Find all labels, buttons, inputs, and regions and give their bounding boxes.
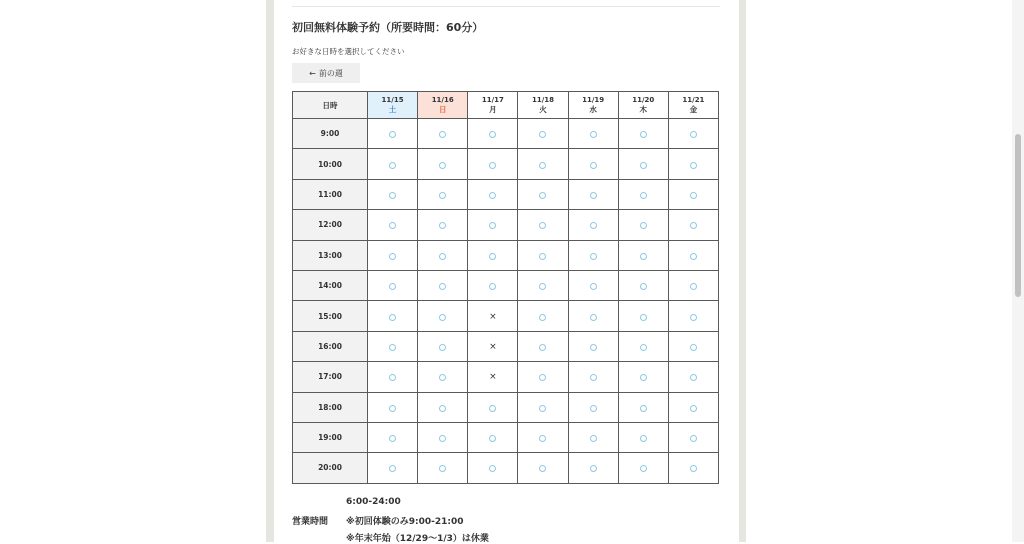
time-label: 9:00: [293, 119, 368, 149]
available-circle-icon[interactable]: [439, 374, 446, 381]
available-circle-icon[interactable]: [389, 253, 396, 260]
slot-available[interactable]: [668, 270, 718, 300]
slot-available[interactable]: [618, 392, 668, 422]
slot-available[interactable]: [668, 179, 718, 209]
available-circle-icon[interactable]: [539, 283, 546, 290]
slot-available[interactable]: [418, 240, 468, 270]
slot-available[interactable]: [468, 149, 518, 179]
slot-available[interactable]: [518, 119, 568, 149]
full-mark-icon: ×: [489, 341, 497, 352]
slot-available[interactable]: [368, 362, 418, 392]
available-circle-icon[interactable]: [640, 344, 647, 351]
slot-available[interactable]: [568, 392, 618, 422]
available-circle-icon[interactable]: [690, 374, 697, 381]
time-row: [293, 331, 719, 361]
available-circle-icon[interactable]: [489, 222, 496, 229]
slot-available[interactable]: [468, 392, 518, 422]
available-circle-icon[interactable]: [539, 374, 546, 381]
slot-available[interactable]: [618, 119, 668, 149]
available-circle-icon[interactable]: [439, 435, 446, 442]
booking-instruction: お好きな日時を選択してください: [292, 47, 405, 56]
available-circle-icon[interactable]: [539, 405, 546, 412]
available-circle-icon[interactable]: [640, 405, 647, 412]
available-circle-icon[interactable]: [539, 435, 546, 442]
available-circle-icon[interactable]: [640, 314, 647, 321]
slot-available[interactable]: [668, 453, 718, 483]
slot-available[interactable]: [418, 149, 468, 179]
day-weekday: 金: [689, 105, 698, 114]
available-circle-icon[interactable]: [640, 253, 647, 260]
slot-available[interactable]: [418, 392, 468, 422]
slot-available[interactable]: [368, 270, 418, 300]
slot-available[interactable]: [568, 362, 618, 392]
available-circle-icon[interactable]: [590, 162, 597, 169]
day-date: 11/17: [481, 96, 504, 104]
time-label: 19:00: [293, 422, 368, 452]
available-circle-icon[interactable]: [539, 314, 546, 321]
slot-available[interactable]: [418, 210, 468, 240]
slot-available[interactable]: [518, 179, 568, 209]
slot-available[interactable]: [568, 119, 618, 149]
available-circle-icon[interactable]: [439, 253, 446, 260]
available-circle-icon[interactable]: [590, 344, 597, 351]
slot-available[interactable]: [368, 119, 418, 149]
time-row: [293, 240, 719, 270]
slot-available[interactable]: [368, 331, 418, 361]
slot-available[interactable]: [418, 453, 468, 483]
business-hours-note: ※初回体験のみ9:00-21:00: [346, 517, 464, 527]
day-date: 11/21: [682, 96, 705, 104]
time-label: 15:00: [293, 301, 368, 331]
time-label: 11:00: [293, 179, 368, 209]
slot-available[interactable]: [468, 422, 518, 452]
slot-available[interactable]: [618, 301, 668, 331]
slot-available[interactable]: [418, 331, 468, 361]
available-circle-icon[interactable]: [590, 374, 597, 381]
slot-available[interactable]: [368, 179, 418, 209]
day-weekday: 月: [489, 105, 497, 114]
day-weekday: 木: [639, 105, 648, 114]
available-circle-icon[interactable]: [539, 162, 546, 169]
available-circle-icon[interactable]: [690, 465, 697, 472]
available-circle-icon[interactable]: [539, 253, 546, 260]
available-circle-icon[interactable]: [690, 222, 697, 229]
available-circle-icon[interactable]: [389, 283, 396, 290]
time-label: 13:00: [293, 240, 368, 270]
slot-full: [468, 362, 518, 392]
slot-available[interactable]: [368, 453, 418, 483]
available-circle-icon[interactable]: [539, 222, 546, 229]
slot-available[interactable]: [668, 210, 718, 240]
slot-available[interactable]: [468, 210, 518, 240]
slot-available[interactable]: [568, 301, 618, 331]
available-circle-icon[interactable]: [489, 405, 496, 412]
schedule-table: [292, 91, 719, 484]
available-circle-icon[interactable]: [690, 131, 697, 138]
slot-available[interactable]: [518, 301, 568, 331]
slot-available[interactable]: [368, 210, 418, 240]
slot-available[interactable]: [668, 392, 718, 422]
slot-available[interactable]: [618, 240, 668, 270]
time-row: [293, 210, 719, 240]
slot-available[interactable]: [368, 392, 418, 422]
day-header: [668, 92, 718, 119]
slot-available[interactable]: [518, 453, 568, 483]
available-circle-icon[interactable]: [590, 222, 597, 229]
available-circle-icon[interactable]: [439, 465, 446, 472]
available-circle-icon[interactable]: [389, 222, 396, 229]
prev-week-button[interactable]: [292, 63, 360, 83]
day-header: [368, 92, 418, 119]
slot-available[interactable]: [618, 362, 668, 392]
time-row: [293, 453, 719, 483]
slot-available[interactable]: [468, 119, 518, 149]
available-circle-icon[interactable]: [640, 465, 647, 472]
schedule-header-row: [293, 92, 719, 119]
slot-available[interactable]: [518, 240, 568, 270]
available-circle-icon[interactable]: [389, 162, 396, 169]
available-circle-icon[interactable]: [389, 314, 396, 321]
time-label: 14:00: [293, 270, 368, 300]
day-header: [418, 92, 468, 119]
slot-available[interactable]: [418, 362, 468, 392]
available-circle-icon[interactable]: [539, 344, 546, 351]
business-hours-label: 営業時間: [292, 517, 329, 527]
slot-available[interactable]: [668, 331, 718, 361]
available-circle-icon[interactable]: [489, 283, 496, 290]
arrow-left-icon: ←: [309, 68, 316, 78]
available-circle-icon[interactable]: [690, 344, 697, 351]
prev-week-label: 前の週: [318, 68, 343, 78]
available-circle-icon[interactable]: [489, 162, 496, 169]
day-weekday: 日: [438, 105, 447, 114]
available-circle-icon[interactable]: [489, 192, 496, 199]
full-mark-icon: ×: [489, 372, 497, 383]
business-hours-line: 6:00-24:00: [346, 497, 401, 507]
slot-available[interactable]: [568, 270, 618, 300]
available-circle-icon[interactable]: [389, 374, 396, 381]
slot-available[interactable]: [418, 119, 468, 149]
day-date: 11/15: [381, 96, 404, 104]
day-header: [568, 92, 618, 119]
slot-available[interactable]: [668, 149, 718, 179]
slot-available[interactable]: [618, 210, 668, 240]
slot-available[interactable]: [618, 179, 668, 209]
slot-available[interactable]: [668, 119, 718, 149]
available-circle-icon[interactable]: [439, 162, 446, 169]
time-row: [293, 149, 719, 179]
day-header: [468, 92, 518, 119]
slot-available[interactable]: [518, 149, 568, 179]
slot-full: [468, 301, 518, 331]
day-header: [618, 92, 668, 119]
available-circle-icon[interactable]: [590, 283, 597, 290]
slot-available[interactable]: [568, 179, 618, 209]
slot-available[interactable]: [468, 453, 518, 483]
available-circle-icon[interactable]: [690, 253, 697, 260]
time-row: [293, 270, 719, 300]
available-circle-icon[interactable]: [539, 465, 546, 472]
available-circle-icon[interactable]: [439, 192, 446, 199]
time-label: 17:00: [293, 362, 368, 392]
slot-available[interactable]: [418, 179, 468, 209]
time-label: 18:00: [293, 392, 368, 422]
available-circle-icon[interactable]: [389, 192, 396, 199]
available-circle-icon[interactable]: [590, 405, 597, 412]
available-circle-icon[interactable]: [690, 435, 697, 442]
time-row: [293, 362, 719, 392]
available-circle-icon[interactable]: [640, 283, 647, 290]
available-circle-icon[interactable]: [590, 314, 597, 321]
day-weekday: 水: [589, 105, 597, 114]
slot-full: [468, 331, 518, 361]
slot-available[interactable]: [518, 331, 568, 361]
day-date: 11/19: [582, 96, 605, 104]
available-circle-icon[interactable]: [640, 374, 647, 381]
slot-available[interactable]: [568, 331, 618, 361]
available-circle-icon[interactable]: [640, 192, 647, 199]
available-circle-icon[interactable]: [389, 435, 396, 442]
time-row: [293, 392, 719, 422]
slot-available[interactable]: [418, 301, 468, 331]
slot-available[interactable]: [668, 422, 718, 452]
available-circle-icon[interactable]: [590, 465, 597, 472]
slot-available[interactable]: [568, 422, 618, 452]
day-date: 11/20: [632, 96, 655, 104]
slot-available[interactable]: [518, 210, 568, 240]
booking-title: 初回無料体験予約（所要時間：60分）: [292, 21, 484, 34]
scrollbar-thumb[interactable]: [1015, 134, 1021, 297]
holiday-note: ※年末年始（12/29〜1/3）は休業: [346, 534, 489, 544]
available-circle-icon[interactable]: [389, 131, 396, 138]
corner-header: 日時: [293, 92, 368, 119]
time-label: 20:00: [293, 453, 368, 483]
slot-available[interactable]: [368, 422, 418, 452]
time-label: 10:00: [293, 149, 368, 179]
available-circle-icon[interactable]: [439, 283, 446, 290]
slot-available[interactable]: [618, 453, 668, 483]
available-circle-icon[interactable]: [539, 192, 546, 199]
day-weekday: 土: [388, 105, 397, 114]
slot-available[interactable]: [668, 362, 718, 392]
time-row: [293, 179, 719, 209]
time-row: [293, 119, 719, 149]
slot-available[interactable]: [368, 240, 418, 270]
available-circle-icon[interactable]: [590, 192, 597, 199]
slot-available[interactable]: [468, 270, 518, 300]
available-circle-icon[interactable]: [640, 162, 647, 169]
divider: [292, 6, 720, 7]
slot-available[interactable]: [518, 422, 568, 452]
available-circle-icon[interactable]: [640, 131, 647, 138]
time-row: [293, 301, 719, 331]
available-circle-icon[interactable]: [439, 344, 446, 351]
slot-available[interactable]: [368, 301, 418, 331]
available-circle-icon[interactable]: [389, 465, 396, 472]
available-circle-icon[interactable]: [489, 465, 496, 472]
available-circle-icon[interactable]: [590, 131, 597, 138]
available-circle-icon[interactable]: [539, 131, 546, 138]
slot-available[interactable]: [668, 301, 718, 331]
slot-available[interactable]: [468, 240, 518, 270]
slot-available[interactable]: [368, 149, 418, 179]
available-circle-icon[interactable]: [439, 222, 446, 229]
available-circle-icon[interactable]: [640, 222, 647, 229]
available-circle-icon[interactable]: [690, 405, 697, 412]
available-circle-icon[interactable]: [690, 162, 697, 169]
available-circle-icon[interactable]: [389, 405, 396, 412]
slot-available[interactable]: [618, 422, 668, 452]
slot-available[interactable]: [568, 149, 618, 179]
slot-available[interactable]: [468, 179, 518, 209]
day-weekday: 火: [539, 105, 547, 114]
slot-available[interactable]: [568, 453, 618, 483]
available-circle-icon[interactable]: [690, 283, 697, 290]
available-circle-icon[interactable]: [590, 253, 597, 260]
slot-available[interactable]: [668, 240, 718, 270]
available-circle-icon[interactable]: [439, 405, 446, 412]
slot-available[interactable]: [568, 240, 618, 270]
available-circle-icon[interactable]: [489, 253, 496, 260]
day-header: [518, 92, 568, 119]
time-label: 12:00: [293, 210, 368, 240]
available-circle-icon[interactable]: [489, 435, 496, 442]
available-circle-icon[interactable]: [690, 192, 697, 199]
available-circle-icon[interactable]: [640, 435, 647, 442]
slot-available[interactable]: [618, 331, 668, 361]
available-circle-icon[interactable]: [439, 314, 446, 321]
slot-available[interactable]: [618, 149, 668, 179]
day-date: 11/18: [531, 96, 555, 104]
available-circle-icon[interactable]: [489, 131, 496, 138]
slot-available[interactable]: [568, 210, 618, 240]
available-circle-icon[interactable]: [389, 344, 396, 351]
slot-available[interactable]: [618, 270, 668, 300]
slot-available[interactable]: [518, 392, 568, 422]
full-mark-icon: ×: [489, 311, 497, 322]
time-label: 16:00: [293, 331, 368, 361]
day-date: 11/16: [431, 96, 454, 104]
slot-available[interactable]: [518, 362, 568, 392]
available-circle-icon[interactable]: [439, 131, 446, 138]
time-row: [293, 422, 719, 452]
slot-available[interactable]: [518, 270, 568, 300]
available-circle-icon[interactable]: [590, 435, 597, 442]
slot-available[interactable]: [418, 422, 468, 452]
available-circle-icon[interactable]: [690, 314, 697, 321]
slot-available[interactable]: [418, 270, 468, 300]
